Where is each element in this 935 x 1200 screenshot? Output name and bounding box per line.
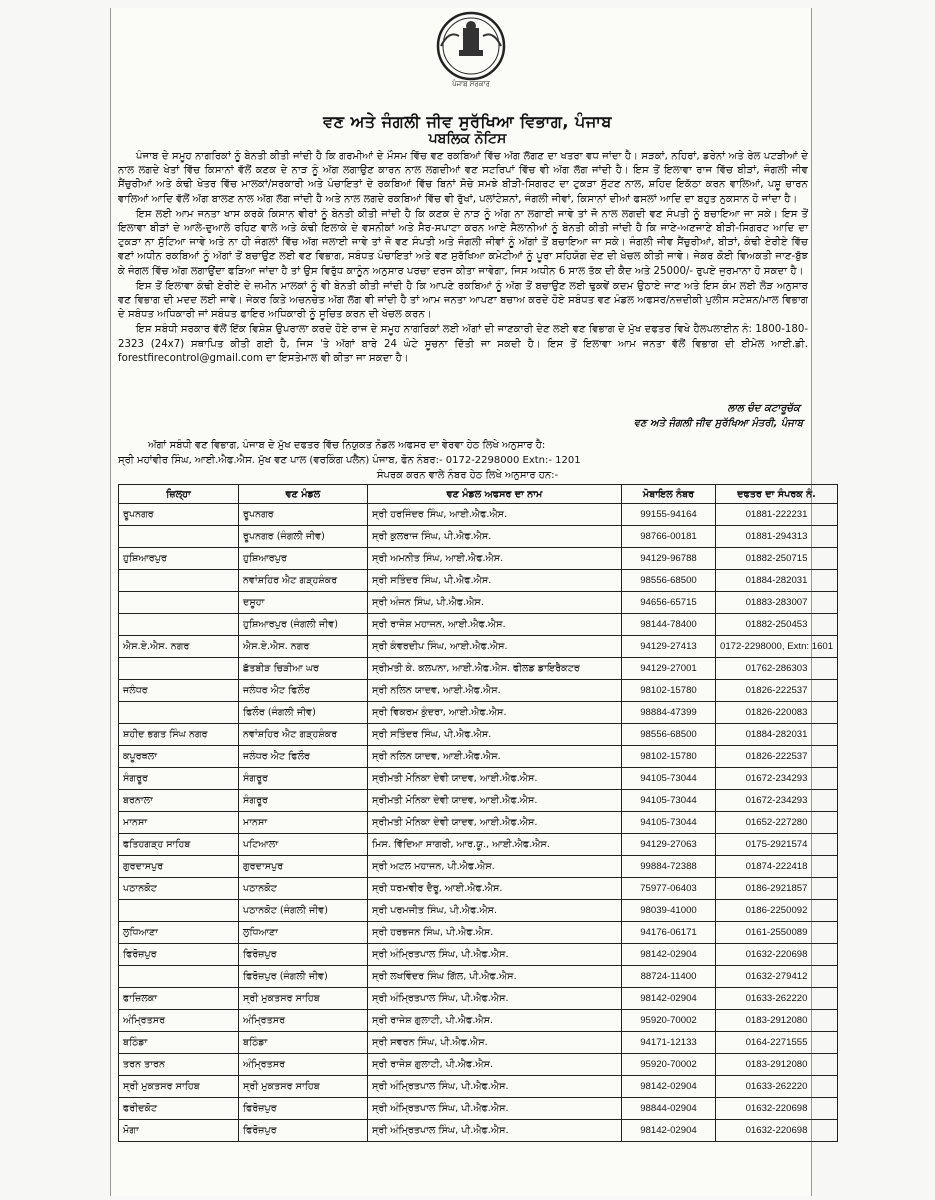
cell-forest-division: ਪਠਾਨਕੋਟ xyxy=(239,878,368,900)
notice-title: ਪਬਲਿਕ ਨੋਟਿਸ xyxy=(428,131,507,147)
table-row xyxy=(119,526,838,548)
cell-district: ਮੋਗਾ xyxy=(119,1120,239,1142)
table-row xyxy=(119,548,838,570)
cell-district: ਮਾਨਸਾ xyxy=(119,812,239,834)
cell-forest-division: ਫਿਰੋਜ਼ਪੁਰ xyxy=(239,1120,368,1142)
cell-district: ਬਠਿੰਡਾ xyxy=(119,1032,239,1054)
cell-district: ਸੰਗਰੂਰ xyxy=(119,768,239,790)
cell-office-contact: 01884-282031 xyxy=(716,570,838,592)
table-row xyxy=(119,944,838,966)
cell-mobile: 98102-15780 xyxy=(622,680,716,702)
cell-forest-division: ਸ੍ਰੀ ਮੁਕਤਸਰ ਸਾਹਿਬ xyxy=(239,1076,368,1098)
cell-mobile: 98039-41000 xyxy=(622,900,716,922)
cell-forest-division: ਜਲੰਧਰ ਐਟ ਫਿਲੌਰ xyxy=(239,746,368,768)
cell-forest-division: ਸੰਗਰੂਰ xyxy=(239,768,368,790)
signature-title: ਵਣ ਅਤੇ ਜੰਗਲੀ ਜੀਵ ਸੁਰੱਖਿਆ ਮੰਤਰੀ, ਪੰਜਾਬ xyxy=(633,418,803,429)
cell-officer-name: ਸ੍ਰੀ ਅੰਜਨ ਸਿੰਘ, ਪੀ.ਐਫ.ਐਸ. xyxy=(368,592,622,614)
cell-office-contact: 01632-220698 xyxy=(716,1098,838,1120)
header-forest-division: ਵਣ ਮੰਡਲ xyxy=(239,485,368,504)
emblem-caption: ਪੰਜਾਬ ਸਰਕਾਰ xyxy=(452,80,490,88)
table-row xyxy=(119,724,838,746)
cell-district: ਪਠਾਨਕੋਟ xyxy=(119,878,239,900)
cell-forest-division: ਅੰਮ੍ਰਿਤਸਰ xyxy=(239,1054,368,1076)
cell-mobile: 98142-02904 xyxy=(622,1120,716,1142)
cell-officer-name: ਸ੍ਰੀ ਕੰਵਰਦੀਪ ਸਿੰਘ, ਆਈ.ਐਫ.ਐਸ. xyxy=(368,636,622,658)
cell-district: ਤਰਨ ਤਾਰਨ xyxy=(119,1054,239,1076)
cell-office-contact: 01882-250715 xyxy=(716,548,838,570)
header-office-contact: ਦਫਤਰ ਦਾ ਸੰਪਰਕ ਨੰ. xyxy=(716,485,838,504)
cell-forest-division: ਨਵਾਂਸ਼ਹਿਰ ਐਟ ਗੜ੍ਹਸ਼ੰਕਰ xyxy=(239,570,368,592)
cell-mobile: 98142-02904 xyxy=(622,944,716,966)
table-row xyxy=(119,900,838,922)
cell-officer-name: ਸ੍ਰੀ ਵਿਕਰਮ ਕੁੰਦਰਾ, ਆਈ.ਐਫ.ਐਸ. xyxy=(368,702,622,724)
cell-district: ਰੂਪਨਗਰ xyxy=(119,504,239,526)
cell-forest-division: ਦਸੂਹਾ xyxy=(239,592,368,614)
cell-office-contact: 0183-2912080 xyxy=(716,1054,838,1076)
cell-office-contact: 0186-2921857 xyxy=(716,878,838,900)
contact-table xyxy=(118,484,838,1142)
table-row xyxy=(119,1098,838,1120)
header-district: ਜ਼ਿਲ੍ਹਾ xyxy=(119,485,239,504)
table-row xyxy=(119,570,838,592)
cell-forest-division: ਲੁਧਿਆਣਾ xyxy=(239,922,368,944)
cell-district xyxy=(119,658,239,680)
cell-forest-division: ਐਸ.ਏ.ਐਸ. ਨਗਰ xyxy=(239,636,368,658)
nodal-intro: ਅੱਗਾਂ ਸਬੰਧੀ ਵਣ ਵਿਭਾਗ, ਪੰਜਾਬ ਦੇ ਮੁੱਖ ਦਫਤਰ ਵਿੱਚ ਨਿਯੁਕਤ ਨੋਡਲ ਅਫਸਰ ਦਾ ਵੇਰਵਾ ਹੇਠ ਲਿਖੇ ਅਨੁਸਾਰ ਹੈ: xyxy=(148,440,546,451)
cell-officer-name: ਸ੍ਰੀ ਰਾਜੇਸ਼ ਮਹਾਜਨ, ਆਈ.ਐਫ.ਐਸ. xyxy=(368,614,622,636)
cell-officer-name: ਸ੍ਰੀ ਧਰਮਵੀਰ ਦੈਰੂ, ਆਈ.ਐਫ.ਐਸ. xyxy=(368,878,622,900)
cell-officer-name: ਸ੍ਰੀ ਅਮਨੀਤ ਸਿੰਘ, ਆਈ.ਐਫ.ਐਸ. xyxy=(368,548,622,570)
cell-mobile: 75977-06403 xyxy=(622,878,716,900)
cell-officer-name: ਸ੍ਰੀਮਤੀ ਕੇ. ਕਲਪਨਾ, ਆਈ.ਐਫ.ਐਸ. ਫੀਲਡ ਡਾਇਰੈਕਟਰ xyxy=(368,658,622,680)
cell-forest-division: ਨਵਾਂਸ਼ਹਿਰ ਐਟ ਗੜ੍ਹਸ਼ੰਕਰ xyxy=(239,724,368,746)
cell-officer-name: ਸ੍ਰੀ ਲਖਵਿੰਦਰ ਸਿੰਘ ਗਿੱਲ, ਪੀ.ਐਫ.ਐਸ. xyxy=(368,966,622,988)
cell-forest-division: ਫਿਰੋਜ਼ਪੁਰ xyxy=(239,944,368,966)
cell-forest-division: ਫਿਲੌਰ (ਜੰਗਲੀ ਜੀਵ) xyxy=(239,702,368,724)
table-row xyxy=(119,856,838,878)
cell-forest-division: ਪਠਾਨਕੋਟ (ਜੰਗਲੀ ਜੀਵ) xyxy=(239,900,368,922)
cell-district: ਫਰੀਦਕੋਟ xyxy=(119,1098,239,1120)
cell-mobile: 94129-27001 xyxy=(622,658,716,680)
cell-officer-name: ਸ੍ਰੀ ਅੰਮ੍ਰਿਤਪਾਲ ਸਿੰਘ, ਪੀ.ਐਫ.ਐਸ. xyxy=(368,1076,622,1098)
cell-officer-name: ਸ੍ਰੀ ਅਟਲ ਮਹਾਜਨ, ਪੀ.ਐਫ.ਐਸ. xyxy=(368,856,622,878)
cell-office-contact: 01884-282031 xyxy=(716,724,838,746)
cell-mobile: 98844-02904 xyxy=(622,1098,716,1120)
cell-officer-name: ਸ੍ਰੀ ਅੰਮ੍ਰਿਤਪਾਲ ਸਿੰਘ, ਪੀ.ਐਫ.ਐਸ. xyxy=(368,1120,622,1142)
table-row xyxy=(119,1010,838,1032)
contact-intro: ਸੰਪਰਕ ਕਰਨ ਵਾਲੇ ਨੰਬਰ ਹੇਠ ਲਿਖੇ ਅਨੁਸਾਰ ਹਨ:- xyxy=(376,470,559,481)
cell-officer-name: ਸ੍ਰੀ ਸਤਿੰਦਰ ਸਿੰਘ, ਪੀ.ਐਫ.ਐਸ. xyxy=(368,570,622,592)
table-row xyxy=(119,768,838,790)
cell-officer-name: ਸ੍ਰੀ ਪਰਮਜੀਤ ਸਿੰਘ, ਪੀ.ਐਫ.ਐਸ. xyxy=(368,900,622,922)
cell-forest-division: ਰੂਪਨਗਰ xyxy=(239,504,368,526)
notice-paragraph: ਇਸ ਸਬੰਧੀ ਸਰਕਾਰ ਵੱਲੋਂ ਇੱਕ ਵਿਸ਼ੇਸ਼ ਉਪਰਾਲਾ ਕਰਦੇ ਹੋਏ ਰਾਜ ਦੇ ਸਮੂਹ ਨਾਗਰਿਕਾਂ ਲਈ ਅੱਗਾਂ ਦੀ ਜਾਣਕਾਰੀ ਦੇਣ ਲਈ ਵਣ ਵਿਭਾਗ ਦੇ ਮੁੱਖ ਦਫਤਰ ਵਿਖੇ ਹੈਲਪਲਾਈਨ ਨੰ: 1800-180-2323 (24x7) ਸਥਾਪਿਤ ਕੀਤੀ ਗਈ ਹੈ, ਜਿਸ 'ਤੇ ਅੱਗਾਂ ਬਾਰੇ 24 ਘੰਟੇ ਸੂਚਨਾ ਦਿੱਤੀ ਜਾ ਸਕਦੀ ਹੈ। ਇਸ ਤੋਂ ਇਲਾਵਾ ਆਮ ਜਨਤਾ ਵੱਲੋਂ ਵਿਭਾਗ ਦੀ ਈਮੇਲ ਆਈ.ਡੀ. forestfirecontrol@gmail.com ਦਾ ਇਸਤੇਮਾਲ ਵੀ ਕੀਤਾ ਜਾ ਸਕਦਾ ਹੈ। xyxy=(118,324,808,364)
cell-officer-name: ਸ੍ਰੀ ਅੰਮ੍ਰਿਤਪਾਲ ਸਿੰਘ, ਪੀ.ਐਫ.ਐਸ. xyxy=(368,944,622,966)
cell-officer-name: ਸ੍ਰੀ ਅੰਮ੍ਰਿਤਪਾਲ ਸਿੰਘ, ਪੀ.ਐਫ.ਐਸ. xyxy=(368,1098,622,1120)
cell-officer-name: ਸ੍ਰੀਮਤੀ ਮੋਨਿਕਾ ਦੇਵੀ ਯਾਦਵ, ਆਈ.ਐਫ.ਐਸ. xyxy=(368,812,622,834)
cell-forest-division: ਬਠਿੰਡਾ xyxy=(239,1032,368,1054)
department-title: ਵਣ ਅਤੇ ਜੰਗਲੀ ਜੀਵ ਸੁਰੱਖਿਆ ਵਿਭਾਗ, ਪੰਜਾਬ xyxy=(323,112,612,131)
cell-mobile: 98144-78400 xyxy=(622,614,716,636)
cell-officer-name: ਸ੍ਰੀ ਅੰਮ੍ਰਿਤਪਾਲ ਸਿੰਘ, ਪੀ.ਐਫ.ਐਸ. xyxy=(368,988,622,1010)
cell-mobile: 94176-06171 xyxy=(622,922,716,944)
cell-forest-division: ਗੁਰਦਾਸਪੁਰ xyxy=(239,856,368,878)
nodal-officer: ਸ੍ਰੀ ਮਹਾਂਵੀਰ ਸਿੰਘ, ਆਈ.ਐਫ.ਐਸ. ਮੁੱਖ ਵਣ ਪਾਲ (ਵਰਕਿੰਗ ਪਲੈਨ) ਪੰਜਾਬ, ਫੋਨ ਨੰਬਰ:- 0172-2298000 Extn:- 1201 xyxy=(118,455,581,466)
cell-mobile: 88724-11400 xyxy=(622,966,716,988)
table-row xyxy=(119,504,838,526)
table-row xyxy=(119,966,838,988)
cell-office-contact: 01826-220083 xyxy=(716,702,838,724)
cell-office-contact: 01633-262220 xyxy=(716,1076,838,1098)
cell-district xyxy=(119,900,239,922)
cell-forest-division: ਸੰਗਰੂਰ xyxy=(239,790,368,812)
notice-body xyxy=(118,150,808,367)
cell-office-contact: 01882-250453 xyxy=(716,614,838,636)
table-row xyxy=(119,658,838,680)
cell-mobile: 94105-73044 xyxy=(622,812,716,834)
cell-forest-division: ਛੱਤਬੀੜ ਚਿੜੀਆ ਘਰ xyxy=(239,658,368,680)
header-mobile: ਮੋਬਾਇਲ ਨੰਬਰ xyxy=(622,485,716,504)
table-row xyxy=(119,1032,838,1054)
cell-officer-name: ਸ੍ਰੀ ਨਲਿਨ ਯਾਦਵ, ਆਈ.ਐਫ.ਐਸ. xyxy=(368,746,622,768)
cell-mobile: 94129-27413 xyxy=(622,636,716,658)
cell-mobile: 95920-70002 xyxy=(622,1054,716,1076)
cell-officer-name: ਸ੍ਰੀ ਨਲਿਨ ਯਾਦਵ, ਆਈ.ਐਫ.ਐਸ. xyxy=(368,680,622,702)
notice-paragraph: ਇਸ ਤੋਂ ਇਲਾਵਾ ਕੰਢੀ ਏਰੀਏ ਦੇ ਜ਼ਮੀਨ ਮਾਲਕਾਂ ਨੂੰ ਵੀ ਬੇਨਤੀ ਕੀਤੀ ਜਾਂਦੀ ਹੈ ਕਿ ਆਪਣੇ ਰਕਬਿਆਂ ਨੂੰ ਅੱਗ ਤੋਂ ਬਚਾਉਣ ਲਈ ਢੁਕਵੇਂ ਕਦਮ ਉਠਾਏ ਜਾਣ ਅਤੇ ਇਸ ਕੰਮ ਲਈ ਲੋੜ ਅਨੁਸਾਰ ਵਣ ਵਿਭਾਗ ਦੀ ਮਦਦ ਲਈ ਜਾਵੇ। ਜੇਕਰ ਕਿਤੇ ਅਚਨਚੇਤ ਅੱਗ ਲੱਗ ਵੀ ਜਾਂਦੀ ਹੈ ਤਾਂ ਆਮ ਜਨਤਾ ਆਪਣਾ ਬਚਾਅ ਕਰਦੇ ਹੋਏ ਸਬੰਧਤ ਵਣ ਮੰਡਲ ਅਫਸਰ/ਨਜ਼ਦੀਕੀ ਪੁਲੀਸ ਸਟੇਸ਼ਨ/ਮਾਲ ਵਿਭਾਗ ਦੇ ਸਬੰਧਤ ਅਧਿਕਾਰੀ ਜਾਂ ਸਬੰਧਤ ਫਾਇਰ ਅਧਿਕਾਰੀ ਨੂੰ ਸੂਚਿਤ ਕਰਨ ਦੀ ਖੇਚਲ ਕਰਨ। xyxy=(118,280,808,321)
table-body xyxy=(119,504,838,1142)
cell-mobile: 94129-27063 xyxy=(622,834,716,856)
cell-district: ਫਤਿਹਗੜ੍ਹ ਸਾਹਿਬ xyxy=(119,834,239,856)
table-row xyxy=(119,680,838,702)
cell-mobile: 98556-68500 xyxy=(622,570,716,592)
cell-district: ਫਾਜ਼ਿਲਕਾ xyxy=(119,988,239,1010)
cell-district: ਫਿਰੋਜ਼ਪੁਰ xyxy=(119,944,239,966)
signature-name: ਲਾਲ ਚੰਦ ਕਟਾਰੂਚੱਕ xyxy=(727,403,800,414)
notice-paragraph: ਪੰਜਾਬ ਦੇ ਸਮੂਹ ਨਾਗਰਿਕਾਂ ਨੂੰ ਬੇਨਤੀ ਕੀਤੀ ਜਾਂਦੀ ਹੈ ਕਿ ਗਰਮੀਆਂ ਦੇ ਮੌਸਮ ਵਿੱਚ ਵਣ ਰਕਬਿਆਂ ਵਿੱਚ ਅੱਗ ਲੱਗਣ ਦਾ ਖਤਰਾ ਵਧ ਜਾਂਦਾ ਹੈ। ਸੜਕਾਂ, ਨਹਿਰਾਂ, ਡਰੇਨਾਂ ਅਤੇ ਰੇਲ ਪਟੜੀਆਂ ਦੇ ਨਾਲ ਲਗਦੇ ਖੇਤਾਂ ਵਿੱਚ ਕਿਸਾਨਾਂ ਵੱਲੋਂ ਕਣਕ ਦੇ ਨਾੜ ਨੂੰ ਅੱਗ ਲਗਾਉਣ ਕਾਰਨ ਨਾਲ ਲਗਦੀਆਂ ਵਣ ਸਟਰਿਪਾਂ ਵਿੱਚ ਵੀ ਅੱਗ ਲੱਗ ਜਾਂਦੀ ਹੈ। ਇਸ ਤੋਂ ਇਲਾਵਾ ਰਾਜ ਵਿੱਚ ਬੀੜਾਂ, ਜੰਗਲੀ ਜੀਵ ਸੈਂਚੁਰੀਆਂ ਅਤੇ ਕੰਢੀ ਖੇਤਰ ਵਿੱਚ ਮਾਲਕਾਂ/ਸਰਕਾਰੀ ਅਤੇ ਪੰਚਾਇਤਾਂ ਦੇ ਰਕਬਿਆਂ ਵਿੱਚ ਬਿਨਾਂ ਸੋਚੇ ਸਮਝੇ ਬੀੜੀ-ਸਿਗਰਟ ਦਾ ਟੁਕੜਾ ਸੁੱਟਣ ਨਾਲ, ਸ਼ਹਿਦ ਇਕੱਠਾ ਕਰਨ ਵਾਲਿਆਂ, ਪਸ਼ੂ ਚਾਰਨ ਵਾਲਿਆਂ ਆਦਿ ਵੱਲੋਂ ਅੱਗ ਬਾਲਣ ਨਾਲ ਅੱਗ ਲੱਗ ਜਾਂਦੀ ਹੈ ਅਤੇ ਨਾਲ ਲਗਦੇ ਰਕਬਿਆਂ ਵਿੱਚ ਵੀ ਰੁੱਖਾਂ, ਪਲਾਂਟੇਸ਼ਨਾਂ, ਜੰਗਲੀ ਜੀਵਾਂ, ਕਿਸਾਨਾਂ ਦੀਆਂ ਫਸਲਾਂ ਆਦਿ ਦਾ ਬਹੁਤ ਨੁਕਸਾਨ ਹੋ ਜਾਂਦਾ ਹੈ। xyxy=(118,151,808,205)
cell-forest-division: ਹੁਸ਼ਿਆਰਪੁਰ xyxy=(239,548,368,570)
notice-paragraph: ਇਸ ਲਈ ਆਮ ਜਨਤਾ ਖਾਸ ਕਰਕੇ ਕਿਸਾਨ ਵੀਰਾਂ ਨੂੰ ਬੇਨਤੀ ਕੀਤੀ ਜਾਂਦੀ ਹੈ ਕਿ ਕਣਕ ਦੇ ਨਾੜ ਨੂੰ ਅੱਗ ਨਾ ਲਗਾਈ ਜਾਵੇ ਤਾਂ ਜੋ ਨਾਲ ਲਗਦੀ ਵਣ ਸੰਪਤੀ ਨੂੰ ਬਚਾਇਆ ਜਾ ਸਕੇ। ਇਸ ਤੋਂ ਇਲਾਵਾ ਬੀੜਾਂ ਦੇ ਆਲੇ-ਦੁਆਲੇ ਰਹਿਣ ਵਾਲੇ ਅਤੇ ਕੰਢੀ ਇਲਾਕੇ ਦੇ ਵਸਨੀਕਾਂ ਅਤੇ ਸੈਰ-ਸਪਾਟਾ ਕਰਨ ਆਏ ਸੈਲਾਨੀਆਂ ਨੂੰ ਬੇਨਤੀ ਕੀਤੀ ਜਾਂਦੀ ਹੈ ਕਿ ਜਾਣੇ-ਅਣਜਾਣੇ ਬੀੜੀ-ਸਿਗਰਟ ਆਦਿ ਦਾ ਟੁਕੜਾ ਨਾ ਸੁੱਟਿਆ ਜਾਵੇ ਅਤੇ ਨਾ ਹੀ ਜੰਗਲਾਂ ਵਿੱਚ ਅੱਗ ਜਲਾਈ ਜਾਵੇ ਤਾਂ ਜੋ ਵਣ ਸੰਪਤੀ ਅਤੇ ਜੰਗਲੀ ਜੀਵਾਂ ਨੂੰ ਅੱਗਾਂ ਤੋਂ ਬਚਾਇਆ ਜਾ ਸਕੇ। ਜੰਗਲੀ ਜੀਵ ਸੈਂਚੁਰੀਆਂ, ਬੀੜਾਂ, ਕੰਢੀ ਏਰੀਏ ਵਿੱਚ ਵਣਾਂ ਅਧੀਨ ਰਕਬਿਆਂ ਨੂੰ ਅੱਗਾਂ ਤੋਂ ਬਚਾਉਣ ਲਈ ਵਣ ਵਿਭਾਗ, ਸਬੰਧਤ ਪੰਚਾਇਤਾਂ ਅਤੇ ਵਣ ਸੁਰੱਖਿਆ ਕਮੇਟੀਆਂ ਨੂੰ ਪੂਰਾ ਸਹਿਯੋਗ ਦੇਣ ਦੀ ਖੇਚਲ ਕੀਤੀ ਜਾਵੇ। ਜੇਕਰ ਕੋਈ ਵਿਅਕਤੀ ਜਾਣ-ਬੁੱਝ ਕੇ ਜੰਗਲ ਵਿੱਚ ਅੱਗ ਲਗਾਉਂਦਾ ਫੜਿਆ ਜਾਂਦਾ ਹੈ ਤਾਂ ਉਸ ਵਿਰੁੱਧ ਕਾਨੂੰਨ ਅਨੁਸਾਰ ਪਰਚਾ ਦਰਜ ਕੀਤਾ ਜਾਵੇਗਾ, ਜਿਸ ਅਧੀਨ 6 ਸਾਲ ਤੱਕ ਦੀ ਕੈਦ ਅਤੇ 25000/- ਰੁਪਏ ਜੁਰਮਾਨਾ ਹੋ ਸਕਦਾ ਹੈ। xyxy=(118,208,808,277)
header-officer-name: ਵਣ ਮੰਡਲ ਅਫਸਰ ਦਾ ਨਾਮ xyxy=(368,485,622,504)
cell-office-contact: 01881-222231 xyxy=(716,504,838,526)
cell-district: ਐਸ.ਏ.ਐਸ. ਨਗਰ xyxy=(119,636,239,658)
table-row xyxy=(119,988,838,1010)
cell-office-contact: 01672-234293 xyxy=(716,790,838,812)
cell-officer-name: ਸ੍ਰੀ ਕੁਲਰਾਜ ਸਿੰਘ, ਪੀ.ਐਫ.ਐਸ. xyxy=(368,526,622,548)
cell-forest-division: ਰੂਪਨਗਰ (ਜੰਗਲੀ ਜੀਵ) xyxy=(239,526,368,548)
cell-office-contact: 01632-279412 xyxy=(716,966,838,988)
cell-mobile: 98102-15780 xyxy=(622,746,716,768)
cell-office-contact: 01826-222537 xyxy=(716,746,838,768)
cell-mobile: 99155-94164 xyxy=(622,504,716,526)
cell-mobile: 94105-73044 xyxy=(622,790,716,812)
cell-officer-name: ਸ੍ਰੀ ਸਤਿੰਦਰ ਸਿੰਘ, ਪੀ.ਐਫ.ਐਸ. xyxy=(368,724,622,746)
cell-office-contact: 0175-2921574 xyxy=(716,834,838,856)
cell-district: ਅੰਮ੍ਰਿਤਸਰ xyxy=(119,1010,239,1032)
table-row xyxy=(119,790,838,812)
cell-mobile: 98766-00181 xyxy=(622,526,716,548)
cell-district: ਕਪੂਰਥਲਾ xyxy=(119,746,239,768)
cell-mobile: 94105-73044 xyxy=(622,768,716,790)
cell-mobile: 94171-12133 xyxy=(622,1032,716,1054)
cell-district: ਹੁਸ਼ਿਆਰਪੁਰ xyxy=(119,548,239,570)
cell-forest-division: ਫਿਰੋਜ਼ਪੁਰ xyxy=(239,1098,368,1120)
cell-forest-division: ਸ੍ਰੀ ਮੁਕਤਸਰ ਸਾਹਿਬ xyxy=(239,988,368,1010)
cell-district: ਸ਼ਹੀਦ ਭਗਤ ਸਿੰਘ ਨਗਰ xyxy=(119,724,239,746)
cell-office-contact: 01632-220698 xyxy=(716,944,838,966)
cell-forest-division: ਹੁਸ਼ਿਆਰਪੁਰ (ਜੰਗਲੀ ਜੀਵ) xyxy=(239,614,368,636)
punjab-government-emblem xyxy=(419,10,523,90)
cell-mobile: 98884-47399 xyxy=(622,702,716,724)
cell-forest-division: ਮਾਨਸਾ xyxy=(239,812,368,834)
cell-office-contact: 01874-222418 xyxy=(716,856,838,878)
table-row xyxy=(119,812,838,834)
cell-officer-name: ਸ੍ਰੀ ਸਵਰਨ ਸਿੰਘ, ਪੀ.ਐਫ.ਐਸ. xyxy=(368,1032,622,1054)
cell-district: ਸ੍ਰੀ ਮੁਕਤਸਰ ਸਾਹਿਬ xyxy=(119,1076,239,1098)
cell-officer-name: ਮਿਸ. ਵਿੱਦਿਆ ਸਾਗਰੀ, ਆਰ.ਯੂ., ਆਈ.ਐਫ.ਐਸ. xyxy=(368,834,622,856)
table-row xyxy=(119,592,838,614)
table-header-row xyxy=(119,485,838,504)
cell-office-contact: 0186-2250092 xyxy=(716,900,838,922)
cell-officer-name: ਸ੍ਰੀ ਰਾਜੇਸ਼ ਗੁਲਾਟੀ, ਪੀ.ਐਫ.ਐਸ. xyxy=(368,1054,622,1076)
table-row xyxy=(119,1120,838,1142)
cell-officer-name: ਸ੍ਰੀ ਹਰਭਜਨ ਸਿੰਘ, ਪੀ.ਐਫ.ਐਸ. xyxy=(368,922,622,944)
table-row xyxy=(119,922,838,944)
cell-district: ਬਰਨਾਲਾ xyxy=(119,790,239,812)
cell-district xyxy=(119,526,239,548)
table-row xyxy=(119,746,838,768)
table-row xyxy=(119,878,838,900)
cell-officer-name: ਸ੍ਰੀ ਹਰਜਿੰਦਰ ਸਿੰਘ, ਆਈ.ਐਫ.ਐਸ. xyxy=(368,504,622,526)
cell-office-contact: 01883-283007 xyxy=(716,592,838,614)
table-row xyxy=(119,1076,838,1098)
cell-office-contact: 0183-2912080 xyxy=(716,1010,838,1032)
cell-office-contact: 01672-234293 xyxy=(716,768,838,790)
cell-district xyxy=(119,966,239,988)
cell-office-contact: 01762-286303 xyxy=(716,658,838,680)
cell-district xyxy=(119,570,239,592)
cell-district: ਲੁਧਿਆਣਾ xyxy=(119,922,239,944)
cell-forest-division: ਅੰਮ੍ਰਿਤਸਰ xyxy=(239,1010,368,1032)
cell-district xyxy=(119,702,239,724)
cell-mobile: 95920-70002 xyxy=(622,1010,716,1032)
cell-district xyxy=(119,614,239,636)
cell-district: ਗੁਰਦਾਸਪੁਰ xyxy=(119,856,239,878)
cell-district xyxy=(119,592,239,614)
cell-mobile: 98556-68500 xyxy=(622,724,716,746)
cell-office-contact: 0161-2550089 xyxy=(716,922,838,944)
cell-officer-name: ਸ੍ਰੀਮਤੀ ਮੋਨਿਕਾ ਦੇਵੀ ਯਾਦਵ, ਆਈ.ਐਫ.ਐਸ. xyxy=(368,790,622,812)
cell-forest-division: ਫਿਰੋਜ਼ਪੁਰ (ਜੰਗਲੀ ਜੀਵ) xyxy=(239,966,368,988)
cell-office-contact: 01652-227280 xyxy=(716,812,838,834)
table-row xyxy=(119,1054,838,1076)
cell-forest-division: ਪਟਿਆਲਾ xyxy=(239,834,368,856)
cell-mobile: 99884-72388 xyxy=(622,856,716,878)
cell-district: ਜਲੰਧਰ xyxy=(119,680,239,702)
cell-office-contact: 01826-222537 xyxy=(716,680,838,702)
cell-mobile: 98142-02904 xyxy=(622,988,716,1010)
cell-office-contact: 01881-294313 xyxy=(716,526,838,548)
cell-office-contact: 01632-220698 xyxy=(716,1120,838,1142)
cell-office-contact: 01633-262220 xyxy=(716,988,838,1010)
table-row xyxy=(119,834,838,856)
cell-officer-name: ਸ੍ਰੀ ਰਾਜੇਸ਼ ਗੁਲਾਟੀ, ਪੀ.ਐਫ.ਐਸ. xyxy=(368,1010,622,1032)
cell-mobile: 98142-02904 xyxy=(622,1076,716,1098)
cell-forest-division: ਜਲੰਧਰ ਐਟ ਫਿਲੌਰ xyxy=(239,680,368,702)
cell-mobile: 94129-96788 xyxy=(622,548,716,570)
cell-office-contact: 0172-2298000, Extn: 1601 xyxy=(716,636,838,658)
cell-officer-name: ਸ੍ਰੀਮਤੀ ਮੋਨਿਕਾ ਦੇਵੀ ਯਾਦਵ, ਆਈ.ਐਫ.ਐਸ. xyxy=(368,768,622,790)
cell-mobile: 94656-65715 xyxy=(622,592,716,614)
table-row xyxy=(119,614,838,636)
table-row xyxy=(119,702,838,724)
table-row xyxy=(119,636,838,658)
cell-office-contact: 0164-2271555 xyxy=(716,1032,838,1054)
